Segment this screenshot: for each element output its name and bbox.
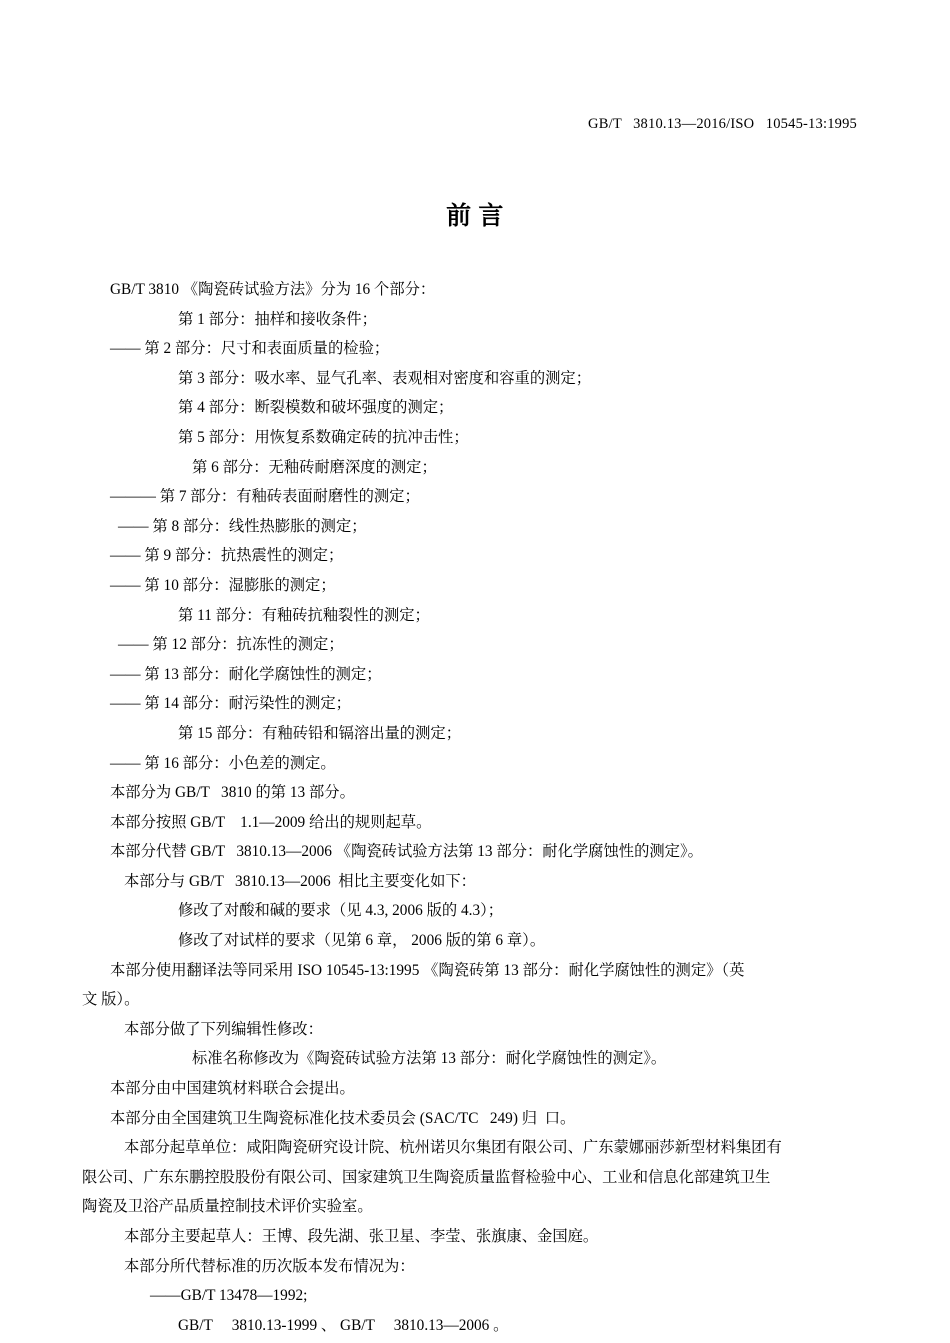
text-line: 修改了对酸和碱的要求（见 4.3, 2006 版的 4.3）；	[178, 902, 504, 920]
text-line: —— 第 8 部分：线性热膨胀的测定；	[118, 517, 367, 535]
text-line: —— 第 13 部分：耐化学腐蚀性的测定；	[110, 665, 382, 683]
page-title: 前 言	[446, 203, 504, 230]
text-line: 本部分做了下列编辑性修改：	[124, 1020, 323, 1038]
text-line: 标准名称修改为《陶瓷砖试验方法第 13 部分：耐化学腐蚀性的测定》。	[192, 1050, 667, 1068]
text-line: 陶瓷及卫浴产品质量控制技术评价实验室。	[82, 1198, 373, 1216]
text-line: 本部分为 GB/T 3810 的第 13 部分。	[110, 784, 355, 802]
text-line: ——— 第 7 部分：有釉砖表面耐磨性的测定；	[110, 488, 420, 506]
text-line: 本部分按照 GB/T 1.1—2009 给出的规则起草。	[110, 813, 432, 831]
text-line: —— 第 16 部分：小色差的测定。	[110, 754, 336, 772]
text-line: —— 第 9 部分：抗热震性的测定；	[110, 547, 344, 565]
text-line: —— 第 12 部分：抗冻性的测定；	[118, 636, 344, 654]
page-header-standard-ref: GB/T 3810.13—2016/ISO 10545-13:1995	[588, 116, 857, 132]
text-line: 本部分主要起草人：王博、段先湖、张卫星、李莹、张旗康、金国庭。	[124, 1228, 599, 1245]
text-line: 本部分由全国建筑卫生陶瓷标准化技术委员会 (SAC/TC 249) 归 口。	[110, 1109, 576, 1127]
foreword-body	[82, 275, 870, 1340]
text-line: 本部分起草单位：咸阳陶瓷研究设计院、杭州诺贝尔集团有限公司、广东蒙娜丽莎新型材料集团有	[124, 1139, 782, 1157]
text-line: 第 5 部分：用恢复系数确定砖的抗冲击性；	[178, 428, 469, 446]
text-line: ——GB/T 13478—1992;	[150, 1287, 308, 1305]
text-line: 文 版）。	[82, 991, 140, 1009]
text-line: 第 4 部分：断裂模数和破坏强度的测定；	[178, 399, 454, 417]
text-line: 第 6 部分：无釉砖耐磨深度的测定；	[192, 458, 437, 476]
text-line: GB/T 3810 《陶瓷砖试验方法》分为 16 个部分：	[110, 281, 436, 298]
text-line: 修改了对试样的要求（见第 6 章， 2006 版的第 6 章）。	[178, 932, 546, 950]
text-line: —— 第 14 部分：耐污染性的测定；	[110, 695, 351, 713]
text-line: 第 11 部分：有釉砖抗釉裂性的测定；	[178, 606, 430, 624]
text-line: 限公司、广东东鹏控股股份有限公司、国家建筑卫生陶瓷质量监督检验中心、工业和信息化部建筑卫生	[82, 1168, 771, 1186]
text-line: 本部分使用翻译法等同采用 ISO 10545-13:1995 《陶瓷砖第 13 部分：耐化学腐蚀性的测定》（英	[110, 961, 745, 979]
text-line: 本部分所代替标准的历次版本发布情况为：	[124, 1257, 415, 1275]
text-line: 本部分与 GB/T 3810.13—2006 相比主要变化如下：	[124, 872, 476, 890]
text-line: —— 第 10 部分：湿膨胀的测定；	[110, 576, 336, 594]
text-line: 第 3 部分：吸水率、显气孔率、表观相对密度和容重的测定；	[178, 369, 592, 387]
text-line: 第 1 部分：抽样和接收条件；	[178, 310, 377, 328]
text-line: —— 第 2 部分：尺寸和表面质量的检验；	[110, 340, 390, 358]
text-line: 本部分代替 GB/T 3810.13—2006 《陶瓷砖试验方法第 13 部分：耐化学腐蚀性的测定》。	[110, 843, 703, 861]
text-line: 第 15 部分：有釉砖铅和镉溶出量的测定；	[178, 724, 461, 742]
text-line: GB/T 3810.13-1999 、 GB/T 3810.13—2006 。	[178, 1316, 509, 1334]
text-line: 本部分由中国建筑材料联合会提出。	[110, 1080, 355, 1098]
